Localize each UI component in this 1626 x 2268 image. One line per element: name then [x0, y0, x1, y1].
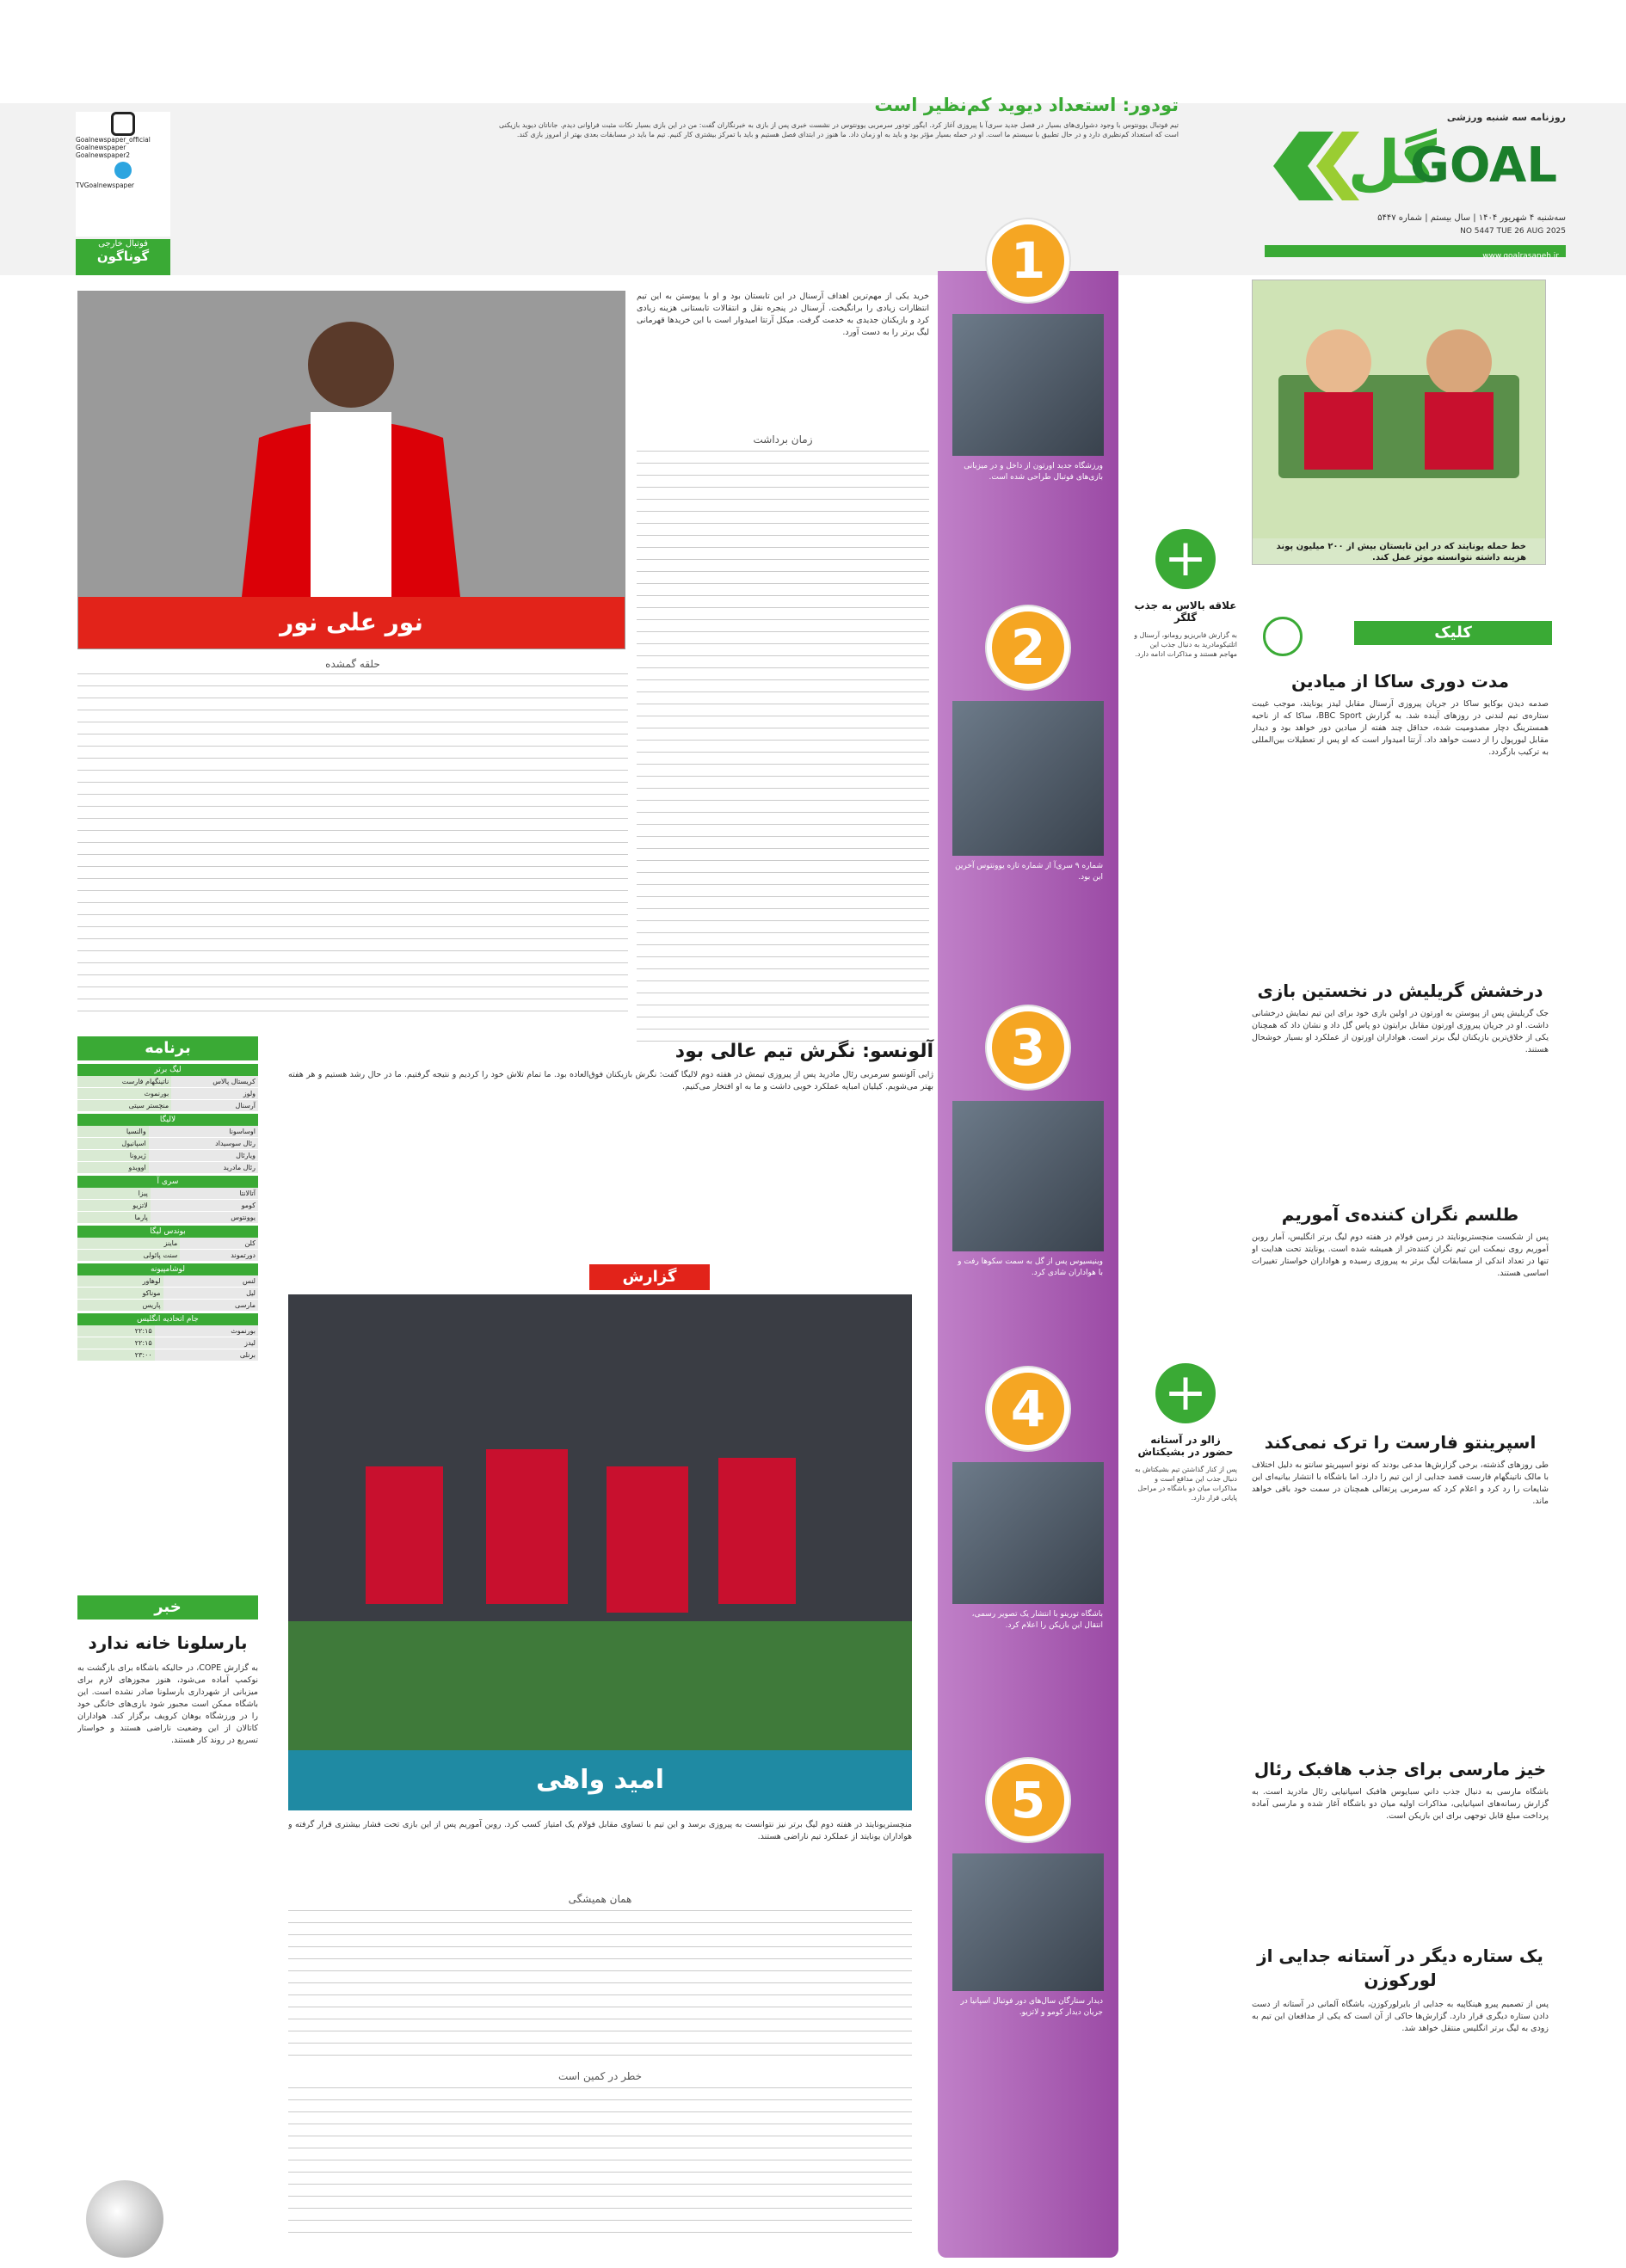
handle-1: Goalnewspaper_official	[76, 136, 151, 144]
click-story-2	[1252, 980, 1549, 1187]
arsenal-body-left	[77, 658, 628, 1019]
league-table	[77, 1076, 258, 1112]
middle-item-photo	[952, 1462, 1104, 1604]
news-label: خبر	[77, 1595, 258, 1620]
alonso-body: ژابی آلونسو سرمربی رئال مادرید پس از پیروزی تیمش در هفته دوم لالیگا گفت: نگرش بازیکنان فوق‌العاده بود. ما تمام تلاش خود را کردیم و نتیجه گرفتیم. ما در حال رشد هستیم و هر هفته بهتر می‌شویم. کیلیان امباپه عملکرد خوبی داشت و ما به او افتخار می‌کنیم.	[288, 1070, 933, 1091]
fixture-row	[77, 1150, 258, 1162]
away-team: ماینز	[77, 1238, 180, 1250]
home-team: ولوز	[171, 1088, 258, 1100]
middle-item-photo	[952, 701, 1104, 856]
fixture-row	[77, 1126, 258, 1138]
top-story-body: تیم فوتبال یوونتوس با وجود دشواری‌های بسیار در فصل جدید سری‌آ با پیروزی آغاز کرد. ایگور تودور سرمربی یوونتوس در نشست خبری پس از بازی به خبرنگاران گفت: من در این بازی بسیار نکات مثبت فراوانی دیدم. جاناتان دیوید بازیکنی است که استعداد کم‌نظیری دارد و در حال تطبیق با سیستم ما است. او در حمله بسیار مؤثر بود و باید به او زمان داد. ما هنوز در ابتدای فصل هستیم و باید با تمرکز بیشتری کار کنیم. تیم ما باید در مسابقات بعدی بهتر از امروز بازی کند.	[499, 121, 1179, 138]
away-team: لوهاور	[77, 1275, 163, 1288]
middle-item	[946, 606, 1110, 976]
fixture-row	[77, 1250, 258, 1262]
middle-item-photo	[952, 1853, 1104, 1991]
story-body: پس از تصمیم پیرو هینکاپیه به جدایی از بایرلورکوزن، باشگاه آلمانی در آستانه از دست دادن ستاره دیگری قرار دارد. گزارش‌ها حاکی از آن است که یکی از مدافعان این تیم به زودی به لیگ برتر انگلیس منتقل خواهد شد.	[1252, 2000, 1549, 2033]
arsenal-subhead-2: حلقه گمشده	[325, 658, 380, 670]
away-team: ژیرونا	[77, 1150, 149, 1162]
away-team: منچستر سیتی	[77, 1100, 171, 1112]
home-team: لیدز	[155, 1337, 258, 1349]
side-note-title: زالو در آستانه حضور در بشیکتاش	[1137, 1434, 1234, 1458]
click-story-3	[1252, 1204, 1549, 1415]
number-badge: 1	[987, 219, 1069, 302]
report-filler-2	[288, 2087, 912, 2242]
report-text: منچستریونایتد در هفته دوم لیگ برتر نیز نتوانست به پیروزی برسد و این تیم با تساوی مقابل فولام یک امتیاز کسب کرد. روبن آموریم پس از این بازی تحت فشار بیشتری قرار گرفته و هواداران یونایتد از عملکرد تیم ناراضی هستند.	[288, 1820, 912, 1841]
middle-item-caption: شماره ۹ سری‌آ از شماره تازه یوونتوس آخرین این بود.	[955, 862, 1103, 882]
fixture-row	[77, 1288, 258, 1300]
story-body: جک گریلیش پس از پیوستن به اورتون در اولین بازی خود برای این تیم نمایش درخشانی داشت. او در جریان پیروزی اورتون مقابل برایتون دو پاس گل داد و نشان داد که همچنان یکی از خلاق‌ترین بازیکنان لیگ برتر است. هواداران اورتون از عملکرد او بسیار خوشحال هستند.	[1252, 1009, 1549, 1054]
middle-item-photo	[952, 314, 1104, 456]
fixture-row	[77, 1238, 258, 1250]
fixture-row	[77, 1349, 258, 1361]
home-team: کلن	[180, 1238, 258, 1250]
plus-icon: +	[1155, 1363, 1216, 1423]
story-title: طلسم نگران کننده‌ی آموریم	[1281, 1204, 1519, 1225]
news-body: به گزارش COPE، در حالیکه باشگاه برای بازگشت به نوکمپ آماده می‌شود، هنوز مجوزهای لازم برای میزبانی از شهرداری بارسلونا صادر نشده است. این باشگاه ممکن است مجبور شود بازی‌های خانگی خود را در ورزشگاه یوهان کرویف برگزار کند. هواداران کاتالان از این وضعیت ناراضی هستند و خواستار تسریع در روند کار هستند.	[77, 1663, 258, 1745]
report-body	[288, 1819, 912, 2258]
report-filler	[288, 1910, 912, 2065]
top-story-title: تودور: استعداد دیوید کم‌نظیر است	[874, 95, 1179, 115]
league-table	[77, 1126, 258, 1174]
telegram-icon	[114, 162, 132, 179]
fixture-row	[77, 1275, 258, 1288]
home-team: دورتموند	[180, 1250, 258, 1262]
report-subhead-1: همان همیشگی	[568, 1893, 632, 1905]
cartoon-illustration	[1253, 280, 1545, 538]
fixture-row	[77, 1200, 258, 1212]
ball-graphic	[86, 2180, 163, 2258]
fixture-row	[77, 1300, 258, 1312]
masthead	[1265, 112, 1566, 275]
website: www.goalrasaneh.ir	[1482, 252, 1559, 261]
home-team: آتالانتا	[151, 1188, 258, 1200]
away-team: موناکو	[77, 1288, 163, 1300]
arsenal-filler	[637, 451, 929, 1044]
home-team: یوونتوس	[151, 1212, 258, 1224]
away-team: پارما	[77, 1212, 151, 1224]
league-header: لوشامپیونه	[77, 1263, 258, 1275]
report-photo-caption: امید واهی	[288, 1750, 912, 1810]
home-team: مارسی	[163, 1300, 258, 1312]
logo-en: GOAL	[1409, 138, 1557, 194]
home-team: رئال سوسیداد	[149, 1138, 258, 1150]
story-body: صدمه دیدن بوکایو ساکا در جریان پیروزی آرسنال مقابل لیدز یونایتد، موجب غیبت ستاره‌ی تیم لندنی در روزهای آینده شد. به گزارش BBC Sport، ساکا که از ناحیه همسترینگ دچار مصدومیت شده، حداقل چند هفته از میادین دور خواهد بود و دیدار مقابل لیورپول را از دست خواهد داد. آرتتا امیدوار است که او پس از تعطیلات بین‌المللی به ترکیب بازگردد.	[1252, 699, 1549, 757]
program-label: برنامه	[77, 1036, 258, 1060]
team-photo	[288, 1294, 912, 1750]
middle-item-caption: وینیسیوس پس از گل به سمت سکوها رفت و با هواداران شادی کرد.	[958, 1257, 1103, 1277]
click-story-1	[1252, 671, 1549, 959]
section-foreign: فوتبال خارجی	[98, 239, 148, 249]
story-body: طی روزهای گذشته، برخی گزارش‌ها مدعی بودند که نونو اسپیریتو سانتو به دلیل اختلاف با مالک ناتینگهام فارست قصد جدایی از این تیم را دارد. اما باشگاه با انتشار بیانیه‌ای این شایعات را رد کرد و اعلام کرد که سرمربی پرتغالی همچنان در سمت خود باقی خواهد ماند.	[1252, 1460, 1549, 1506]
middle-item	[946, 219, 1110, 589]
fixture-row	[77, 1188, 258, 1200]
side-note-title: علاقه بالاس به جذب گلگر	[1134, 599, 1237, 624]
away-team: بورنموث	[77, 1088, 171, 1100]
away-team: اوویدو	[77, 1162, 149, 1174]
story-title: خیز مارسی برای جذب هافبک رئال	[1253, 1759, 1547, 1779]
arsenal-body-right	[637, 291, 929, 1048]
league-header: جام اتحادیه انگلیس	[77, 1313, 258, 1325]
away-team: ۲۲:۱۵	[77, 1325, 155, 1337]
league-table	[77, 1325, 258, 1361]
story-body: باشگاه مارسی به دنبال جذب داني سبایوس هافبک اسپانیایی رئال مادرید است. به گزارش رسانه‌های اسپانیایی، مذاکرات اولیه میان دو باشگاه آغاز شده و مارسی آماده پرداخت مبلغ قابل توجهی برای این بازیکن است.	[1252, 1787, 1549, 1821]
social-box	[76, 112, 170, 237]
league-header: لیگ برتر	[77, 1064, 258, 1076]
home-team: بورنموث	[155, 1325, 258, 1337]
middle-item	[946, 1368, 1110, 1737]
section-banner	[76, 239, 170, 275]
league-table	[77, 1275, 258, 1312]
player-image	[78, 292, 625, 597]
home-team: کریستال پالاس	[171, 1076, 258, 1088]
home-team: رئال مادرید	[149, 1162, 258, 1174]
middle-item-caption: باشگاه تورینو با انتشار یک تصویر رسمی، انتقال این بازیکن را اعلام کرد.	[971, 1610, 1103, 1630]
number-badge: 2	[987, 606, 1069, 689]
middle-item-caption: دیدار ستارگان سال‌های دور فوتبال اسپانیا در جریان دیدار کومو و لاتزیو.	[960, 1997, 1103, 2017]
league-header: بوندس لیگا	[77, 1226, 258, 1238]
fixture-row	[77, 1076, 258, 1088]
click-story-6	[1252, 1944, 1549, 2228]
home-team: کومو	[151, 1200, 258, 1212]
instagram-icon	[111, 112, 135, 136]
away-team: لاتزیو	[77, 1200, 151, 1212]
click-story-4	[1252, 1432, 1549, 1750]
home-team: آرسنال	[171, 1100, 258, 1112]
story-title: مدت دوری ساکا از میادین	[1291, 671, 1509, 691]
side-note-2	[1134, 1363, 1237, 1879]
fixture-row	[77, 1100, 258, 1112]
news-title: بارسلونا خانه ندارد	[88, 1632, 248, 1653]
fixture-row	[77, 1212, 258, 1224]
section-misc: گوناگون	[96, 249, 150, 264]
home-team: برنلی	[155, 1349, 258, 1361]
number-badge: 4	[987, 1368, 1069, 1450]
logo	[1265, 127, 1566, 205]
number-badge: 5	[987, 1759, 1069, 1841]
alonso-title: آلونسو: نگرش تیم عالی بود	[674, 1041, 933, 1062]
fixture-row	[77, 1138, 258, 1150]
away-team: پیزا	[77, 1188, 151, 1200]
handle-4: TVGoalnewspaper	[76, 181, 135, 189]
middle-item	[946, 1006, 1110, 1376]
away-team: اسپانیول	[77, 1138, 149, 1150]
arsenal-caption: نور علی نور	[78, 597, 625, 648]
league-header: سری آ	[77, 1176, 258, 1188]
away-team: سنت پائولی	[77, 1250, 180, 1262]
date-en: NO 5447 TUE 26 AUG 2025	[1460, 227, 1566, 236]
report-photo	[288, 1294, 912, 1810]
program	[77, 1036, 258, 1587]
click-story-5	[1252, 1759, 1549, 1931]
fixture-row	[77, 1325, 258, 1337]
arsenal-subhead-1: زمان برداشت	[753, 433, 813, 446]
league-header: لالیگا	[77, 1114, 258, 1126]
click-header	[1263, 617, 1552, 651]
website-bar	[1265, 245, 1566, 261]
story-body: پس از شکست منچستریونایتد در زمین فولام در هفته دوم لیگ برتر انگلیس، آمار روبن آموریم روی نیمکت این تیم نگران کننده‌تر از همیشه شده است. یونایتد تحت هدایت او تنها در تعداد اندکی از مسابقات لیگ برتر به پیروزی رسیده و هواداران خواستار تغییرات اساسی هستند.	[1252, 1232, 1549, 1278]
story-title: یک ستاره دیگر در آستانه جدایی از لورکوزن	[1257, 1945, 1543, 1990]
report-label-bar	[288, 1264, 933, 1290]
side-note-body: پس از کنار گذاشتن تیم بشیکتاش به دنبال جذب این مدافع است و مذاکرات میان دو باشگاه در مراحل پایانی قرار دارد.	[1134, 1466, 1237, 1502]
league-table	[77, 1188, 258, 1224]
league-table	[77, 1238, 258, 1262]
away-team: ۲۲:۱۵	[77, 1337, 155, 1349]
arsenal-filler-2	[77, 673, 628, 1017]
arsenal-photo	[77, 291, 625, 649]
fixture-row	[77, 1162, 258, 1174]
report-label: گزارش	[589, 1264, 710, 1290]
date-line: سه‌شنبه ۴ شهریور ۱۴۰۴ | سال بیستم | شماره ۵۴۴۷	[1377, 213, 1566, 223]
story-title: درخشش گریلیش در نخستین بازی	[1257, 980, 1543, 1001]
report-subhead-2: خطر در کمین است	[557, 2070, 643, 2082]
home-team: اوساسونا	[149, 1126, 258, 1138]
away-team: والنسیا	[77, 1126, 149, 1138]
alonso-story	[288, 1041, 933, 1256]
logo-fa: گل	[1347, 127, 1437, 198]
fixture-row	[77, 1337, 258, 1349]
middle-item	[946, 1759, 1110, 2129]
story-title: اسپرینتو فارست را ترک نمی‌کند	[1264, 1432, 1537, 1453]
cartoon-caption: خط حمله یونایتد که در این تابستان بیش از ۲۰۰ میلیون پوند هزینه داشته نتوانسته موثر عمل کند.	[1276, 542, 1526, 562]
cartoon	[1252, 280, 1546, 565]
click-label: کلیک	[1354, 621, 1552, 645]
plus-icon: +	[1155, 529, 1216, 589]
home-team: ویارئال	[149, 1150, 258, 1162]
fixture-row	[77, 1088, 258, 1100]
middle-item-caption: ورزشگاه جدید اورتون از داخل و در میزبانی بازی‌های فوتبال طراحی شده است.	[964, 462, 1103, 482]
ball-icon	[1263, 617, 1303, 656]
home-team: لیل	[163, 1288, 258, 1300]
home-team: لنس	[163, 1275, 258, 1288]
handle-3: Goalnewspaper2	[76, 151, 131, 159]
side-note-1	[1134, 529, 1237, 1011]
arsenal-body: خرید یکی از مهم‌ترین اهداف آرسنال در این تابستان بود و او با پیوستن به این تیم انتظارات زیادی را برانگیخت. آرسنال در پنجره نقل و انتقالات تابستانی هزینه زیادی کرد و بازیکنان جدیدی به خدمت گرفت. میکل آرتتا امیدوار است با این خریدها قهرمانی لیگ برتر را به دست آورد.	[637, 292, 929, 337]
away-team: پاریس	[77, 1300, 163, 1312]
middle-item-photo	[952, 1101, 1104, 1251]
handle-2: Goalnewspaper	[76, 144, 126, 151]
number-badge: 3	[987, 1006, 1069, 1089]
news-brief	[77, 1595, 258, 2258]
away-team: ناتینگهام فارست	[77, 1076, 171, 1088]
away-team: ۲۳:۰۰	[77, 1349, 155, 1361]
side-note-body: به گزارش فابریزیو رومانو، آرسنال و اتلتیکومادرید به دنبال جذب این مهاجم هستند و مذاکرات ادامه دارد.	[1134, 631, 1237, 658]
tagline: روزنامه سه شنبه ورزشی	[1446, 112, 1566, 123]
